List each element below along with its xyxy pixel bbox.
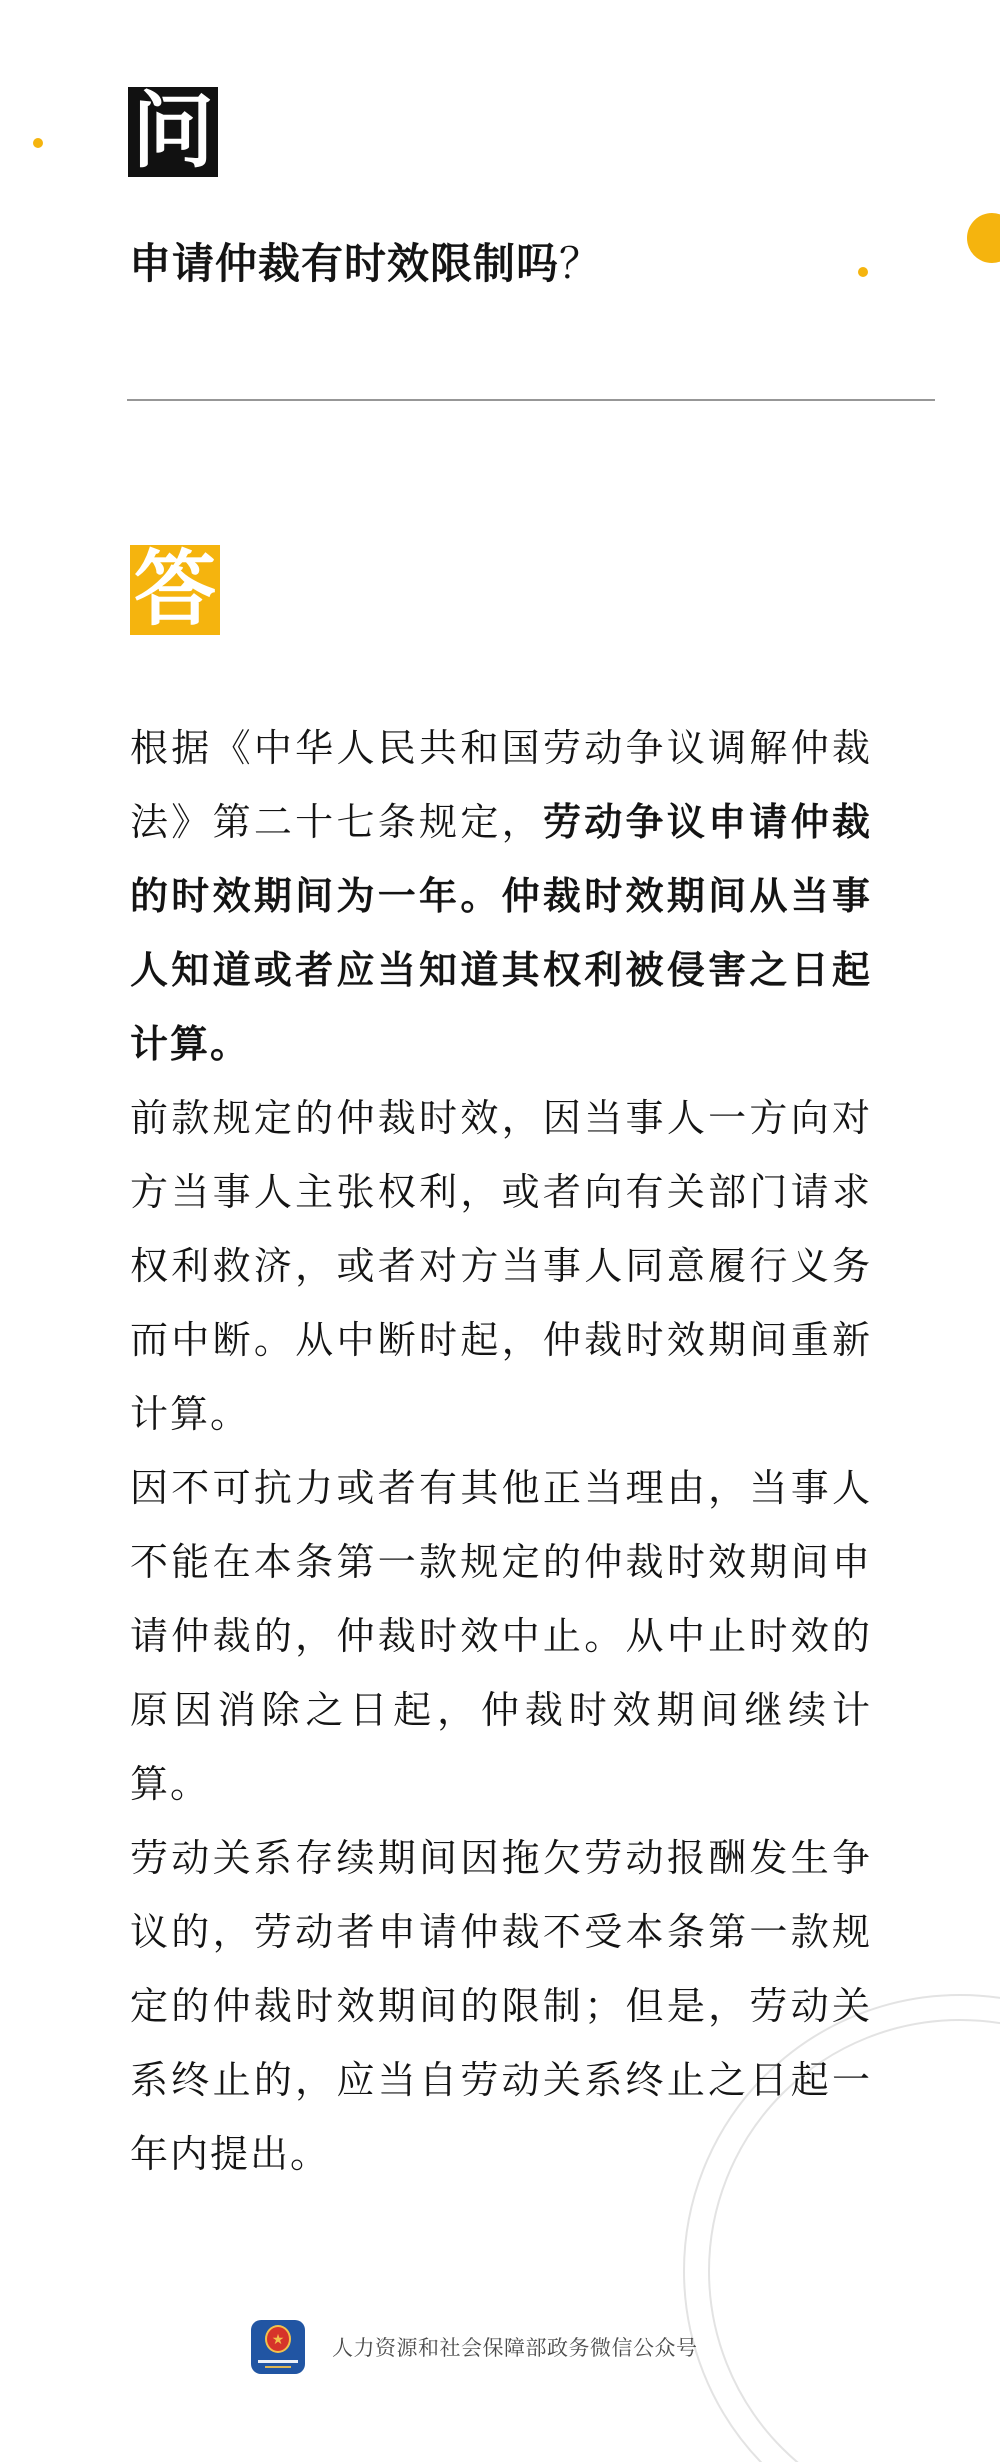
- answer-icon: [130, 545, 220, 635]
- question-icon-glyph: 问: [131, 86, 214, 177]
- page-title: [129, 231, 602, 291]
- page-title-question-mark: ？: [559, 240, 603, 287]
- yellow-dot-decoration-left: [33, 138, 43, 148]
- answer-paragraph-1: [130, 712, 872, 1082]
- page-title-text: 申请仲裁有时效限制吗: [129, 240, 560, 287]
- answer-body-text: [130, 712, 872, 2192]
- footer: [251, 2320, 698, 2374]
- yellow-dot-decoration-right: [858, 267, 868, 277]
- divider-line: [127, 399, 935, 401]
- yellow-circle-decoration-right-edge: [967, 213, 1000, 263]
- answer-paragraph-1-normal: 根据《中华人民共和国劳动争议调解仲裁法》第二十七条规定，: [130, 728, 872, 844]
- answer-paragraph-1-bold: 劳动争议申请仲裁的时效期间为一年。仲裁时效期间从当事人知道或者应当知道其权利被侵害之日起计算。: [130, 802, 872, 1066]
- footer-account-name: 人力资源和社会保障部政务微信公众号: [332, 2337, 698, 2360]
- national-emblem-icon: [265, 2325, 291, 2353]
- question-icon: [128, 87, 218, 177]
- answer-icon-glyph: 答: [133, 544, 216, 635]
- logo-text-line-decoration-2: [265, 2366, 291, 2368]
- emblem-star-icon: ★: [271, 2331, 285, 2347]
- answer-paragraph-4: 劳动关系存续期间因拖欠劳动报酬发生争议的，劳动者申请仲裁不受本条第一款规定的仲裁时效期间的限制；但是，劳动关系终止的，应当自劳动关系终止之日起一年内提出。: [130, 1838, 872, 2176]
- answer-paragraph-2: 前款规定的仲裁时效，因当事人一方向对方当事人主张权利，或者向有关部门请求权利救济，或者对方当事人同意履行义务而中断。从中断时起，仲裁时效期间重新计算。: [130, 1098, 872, 1436]
- logo-text-line-decoration-1: [258, 2360, 298, 2363]
- ministry-emblem-logo-icon: [251, 2320, 305, 2374]
- answer-paragraph-3: 因不可抗力或者有其他正当理由，当事人不能在本条第一款规定的仲裁时效期间申请仲裁的，仲裁时效中止。从中止时效的原因消除之日起，仲裁时效期间继续计算。: [130, 1468, 872, 1806]
